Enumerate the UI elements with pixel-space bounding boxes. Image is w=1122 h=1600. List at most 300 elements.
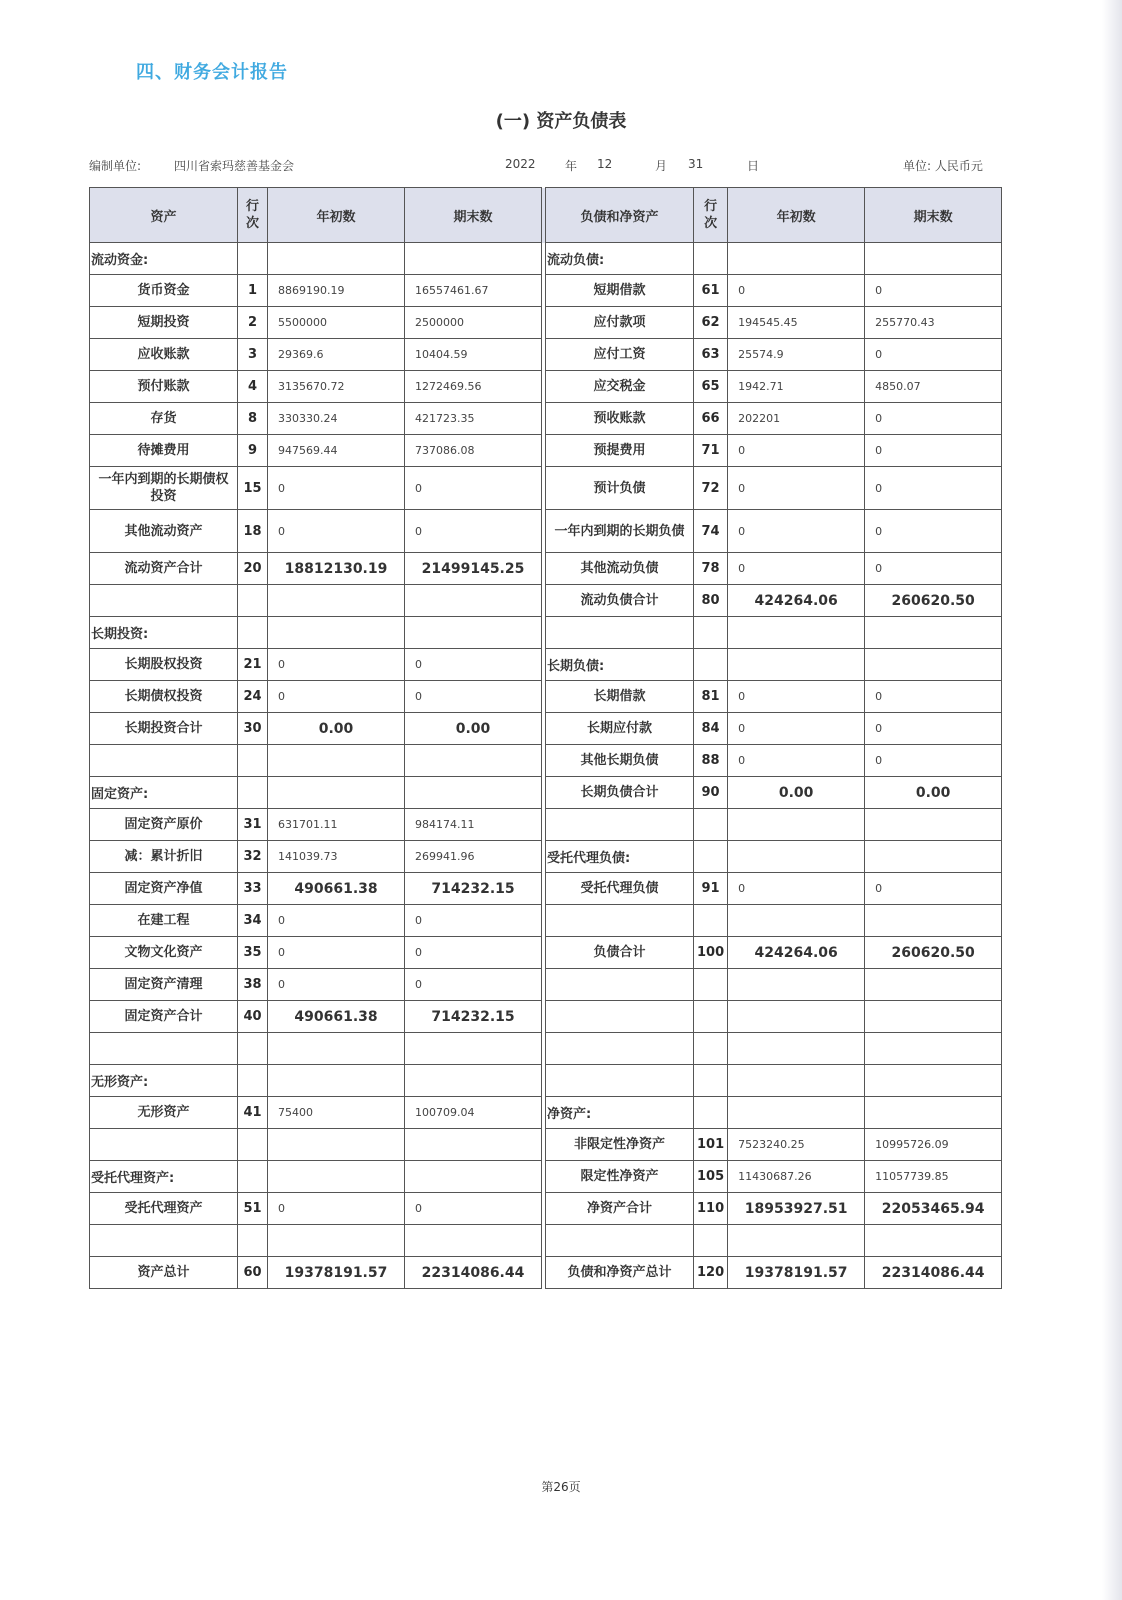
right-end-value-cell	[865, 841, 1002, 873]
left-end-value-cell: 421723.35	[405, 403, 542, 435]
right-row-no-cell	[694, 243, 728, 275]
right-begin-value-cell: 0	[728, 681, 865, 713]
left-end-value-cell	[405, 777, 542, 809]
left-item-name-cell: 固定资产合计	[90, 1001, 238, 1033]
right-end-value-cell	[865, 1033, 1002, 1065]
left-item-name-cell: 短期投资	[90, 307, 238, 339]
right-end-value-cell	[865, 809, 1002, 841]
right-item-name-cell: 非限定性净资产	[546, 1129, 694, 1161]
right-item-name-cell: 短期借款	[546, 275, 694, 307]
right-begin-value-cell: 202201	[728, 403, 865, 435]
left-row-no-cell: 33	[238, 873, 268, 905]
left-row-no-cell: 15	[238, 467, 268, 510]
left-end-value-cell: 737086.08	[405, 435, 542, 467]
left-end-value-cell: 0	[405, 937, 542, 969]
table-row	[90, 1033, 1002, 1065]
left-row-no-cell: 51	[238, 1193, 268, 1225]
left-row-no-cell: 9	[238, 435, 268, 467]
table-title: (一) 资产负债表	[495, 111, 627, 132]
left-item-name-cell: 无形资产	[90, 1097, 238, 1129]
table-row	[90, 243, 1002, 275]
left-end-value-cell: 22314086.44	[405, 1257, 542, 1289]
left-begin-value-cell: 947569.44	[268, 435, 405, 467]
right-begin-value-cell: 0	[728, 873, 865, 905]
left-begin-value-cell: 0	[268, 649, 405, 681]
left-row-no-cell: 60	[238, 1257, 268, 1289]
right-begin-value-cell: 25574.9	[728, 339, 865, 371]
left-end-value-cell: 0	[405, 905, 542, 937]
left-item-name-cell: 减：累计折旧	[90, 841, 238, 873]
table-row	[90, 681, 1002, 713]
col-header-begin-right: 年初数	[728, 188, 865, 243]
right-row-no-cell	[694, 1225, 728, 1257]
right-item-name-cell: 长期负债:	[546, 649, 694, 681]
left-end-value-cell: 0.00	[405, 713, 542, 745]
left-row-no-cell: 3	[238, 339, 268, 371]
right-row-no-cell	[694, 841, 728, 873]
left-begin-value-cell	[268, 1033, 405, 1065]
right-end-value-cell: 10995726.09	[865, 1129, 1002, 1161]
right-begin-value-cell	[728, 649, 865, 681]
right-end-value-cell: 260620.50	[865, 937, 1002, 969]
table-row	[90, 1129, 1002, 1161]
left-begin-value-cell: 0	[268, 937, 405, 969]
left-item-name-cell: 资产总计	[90, 1257, 238, 1289]
left-end-value-cell: 10404.59	[405, 339, 542, 371]
left-begin-value-cell: 0	[268, 1193, 405, 1225]
col-header-row-no-right: 行 次	[694, 188, 728, 243]
right-item-name-cell: 流动负债:	[546, 243, 694, 275]
left-end-value-cell: 21499145.25	[405, 553, 542, 585]
left-end-value-cell: 1272469.56	[405, 371, 542, 403]
table-row	[90, 510, 1002, 553]
table-row	[90, 873, 1002, 905]
right-row-no-cell: 90	[694, 777, 728, 809]
year-label: 年	[565, 159, 578, 173]
right-begin-value-cell: 424264.06	[728, 937, 865, 969]
left-end-value-cell	[405, 585, 542, 617]
left-begin-value-cell: 29369.6	[268, 339, 405, 371]
right-item-name-cell: 预提费用	[546, 435, 694, 467]
left-item-name-cell: 长期投资合计	[90, 713, 238, 745]
left-begin-value-cell: 490661.38	[268, 1001, 405, 1033]
currency-unit: 单位: 人民币元	[903, 159, 983, 173]
table-row	[90, 553, 1002, 585]
left-row-no-cell: 24	[238, 681, 268, 713]
right-row-no-cell	[694, 649, 728, 681]
left-row-no-cell: 8	[238, 403, 268, 435]
left-item-name-cell: 长期投资:	[90, 617, 238, 649]
right-item-name-cell: 限定性净资产	[546, 1161, 694, 1193]
left-end-value-cell: 714232.15	[405, 873, 542, 905]
left-begin-value-cell: 490661.38	[268, 873, 405, 905]
left-item-name-cell: 受托代理资产:	[90, 1161, 238, 1193]
table-row	[90, 371, 1002, 403]
right-row-no-cell: 80	[694, 585, 728, 617]
left-begin-value-cell: 631701.11	[268, 809, 405, 841]
left-item-name-cell: 固定资产:	[90, 777, 238, 809]
table-row	[90, 649, 1002, 681]
right-begin-value-cell	[728, 243, 865, 275]
left-item-name-cell: 待摊费用	[90, 435, 238, 467]
right-end-value-cell: 0	[865, 873, 1002, 905]
right-row-no-cell: 120	[694, 1257, 728, 1289]
left-row-no-cell: 21	[238, 649, 268, 681]
left-begin-value-cell: 8869190.19	[268, 275, 405, 307]
left-row-no-cell	[238, 777, 268, 809]
page-number: 第26页	[541, 1480, 581, 1494]
left-row-no-cell: 20	[238, 553, 268, 585]
left-begin-value-cell	[268, 1161, 405, 1193]
table-row	[90, 1225, 1002, 1257]
right-begin-value-cell: 1942.71	[728, 371, 865, 403]
right-item-name-cell: 净资产合计	[546, 1193, 694, 1225]
day-label: 日	[747, 159, 760, 173]
right-row-no-cell	[694, 617, 728, 649]
right-row-no-cell: 72	[694, 467, 728, 510]
left-row-no-cell	[238, 1033, 268, 1065]
right-end-value-cell	[865, 617, 1002, 649]
month-label: 月	[655, 159, 668, 173]
left-end-value-cell: 0	[405, 969, 542, 1001]
right-begin-value-cell: 0	[728, 275, 865, 307]
table-row	[90, 585, 1002, 617]
right-begin-value-cell	[728, 1225, 865, 1257]
right-item-name-cell: 预收账款	[546, 403, 694, 435]
right-item-name-cell: 应付款项	[546, 307, 694, 339]
table-row	[90, 1257, 1002, 1289]
right-end-value-cell	[865, 649, 1002, 681]
left-item-name-cell: 固定资产清理	[90, 969, 238, 1001]
left-item-name-cell	[90, 1129, 238, 1161]
right-end-value-cell: 22053465.94	[865, 1193, 1002, 1225]
right-row-no-cell: 100	[694, 937, 728, 969]
left-begin-value-cell	[268, 777, 405, 809]
left-begin-value-cell: 18812130.19	[268, 553, 405, 585]
right-item-name-cell: 流动负债合计	[546, 585, 694, 617]
col-header-assets: 资产	[90, 188, 238, 243]
right-end-value-cell: 0	[865, 339, 1002, 371]
right-end-value-cell: 0	[865, 745, 1002, 777]
table-row	[90, 275, 1002, 307]
right-begin-value-cell: 7523240.25	[728, 1129, 865, 1161]
left-item-name-cell: 预付账款	[90, 371, 238, 403]
left-row-no-cell: 40	[238, 1001, 268, 1033]
right-item-name-cell	[546, 617, 694, 649]
left-item-name-cell: 存货	[90, 403, 238, 435]
right-row-no-cell: 71	[694, 435, 728, 467]
left-end-value-cell: 0	[405, 649, 542, 681]
section-title: 四、财务会计报告	[136, 62, 288, 83]
left-row-no-cell	[238, 1161, 268, 1193]
right-row-no-cell: 81	[694, 681, 728, 713]
left-end-value-cell	[405, 1225, 542, 1257]
right-end-value-cell: 11057739.85	[865, 1161, 1002, 1193]
left-item-name-cell: 长期债权投资	[90, 681, 238, 713]
left-end-value-cell	[405, 1033, 542, 1065]
table-row	[90, 617, 1002, 649]
left-begin-value-cell: 3135670.72	[268, 371, 405, 403]
left-begin-value-cell	[268, 617, 405, 649]
table-row	[90, 307, 1002, 339]
left-begin-value-cell	[268, 745, 405, 777]
right-row-no-cell	[694, 905, 728, 937]
right-row-no-cell	[694, 1033, 728, 1065]
left-item-name-cell: 受托代理资产	[90, 1193, 238, 1225]
right-row-no-cell: 101	[694, 1129, 728, 1161]
right-row-no-cell: 62	[694, 307, 728, 339]
right-row-no-cell	[694, 969, 728, 1001]
left-row-no-cell: 31	[238, 809, 268, 841]
right-begin-value-cell	[728, 969, 865, 1001]
left-end-value-cell: 0	[405, 681, 542, 713]
left-begin-value-cell: 0	[268, 905, 405, 937]
right-end-value-cell: 260620.50	[865, 585, 1002, 617]
unit-name: 四川省索玛慈善基金会	[174, 159, 295, 173]
table-row	[90, 1161, 1002, 1193]
left-begin-value-cell: 5500000	[268, 307, 405, 339]
left-end-value-cell	[405, 1161, 542, 1193]
left-row-no-cell: 34	[238, 905, 268, 937]
right-end-value-cell: 0	[865, 713, 1002, 745]
left-item-name-cell: 流动资金:	[90, 243, 238, 275]
right-begin-value-cell	[728, 905, 865, 937]
left-item-name-cell	[90, 745, 238, 777]
left-end-value-cell	[405, 617, 542, 649]
right-row-no-cell	[694, 809, 728, 841]
right-item-name-cell: 预计负债	[546, 467, 694, 510]
left-begin-value-cell: 0.00	[268, 713, 405, 745]
right-begin-value-cell	[728, 1097, 865, 1129]
right-begin-value-cell: 0.00	[728, 777, 865, 809]
right-row-no-cell	[694, 1065, 728, 1097]
right-row-no-cell: 84	[694, 713, 728, 745]
left-row-no-cell	[238, 243, 268, 275]
right-row-no-cell	[694, 1097, 728, 1129]
right-end-value-cell: 0	[865, 467, 1002, 510]
left-begin-value-cell	[268, 585, 405, 617]
report-year: 2022	[505, 157, 536, 171]
left-end-value-cell: 100709.04	[405, 1097, 542, 1129]
right-begin-value-cell	[728, 841, 865, 873]
left-row-no-cell: 2	[238, 307, 268, 339]
right-row-no-cell: 61	[694, 275, 728, 307]
left-item-name-cell: 流动资产合计	[90, 553, 238, 585]
left-item-name-cell: 固定资产净值	[90, 873, 238, 905]
right-row-no-cell: 66	[694, 403, 728, 435]
right-begin-value-cell: 424264.06	[728, 585, 865, 617]
left-item-name-cell: 文物文化资产	[90, 937, 238, 969]
right-end-value-cell: 0.00	[865, 777, 1002, 809]
left-end-value-cell: 16557461.67	[405, 275, 542, 307]
left-begin-value-cell	[268, 1129, 405, 1161]
left-row-no-cell	[238, 585, 268, 617]
right-row-no-cell: 65	[694, 371, 728, 403]
report-month: 12	[597, 157, 613, 171]
right-item-name-cell: 受托代理负债	[546, 873, 694, 905]
left-row-no-cell: 4	[238, 371, 268, 403]
left-row-no-cell: 41	[238, 1097, 268, 1129]
right-begin-value-cell: 18953927.51	[728, 1193, 865, 1225]
table-row	[90, 339, 1002, 371]
right-item-name-cell: 其他长期负债	[546, 745, 694, 777]
left-row-no-cell: 18	[238, 510, 268, 553]
left-begin-value-cell	[268, 243, 405, 275]
right-row-no-cell: 105	[694, 1161, 728, 1193]
right-begin-value-cell	[728, 1065, 865, 1097]
left-item-name-cell	[90, 1225, 238, 1257]
unit-label: 编制单位:	[89, 159, 142, 173]
right-item-name-cell: 其他流动负债	[546, 553, 694, 585]
left-item-name-cell: 在建工程	[90, 905, 238, 937]
left-item-name-cell: 货币资金	[90, 275, 238, 307]
left-end-value-cell: 0	[405, 467, 542, 510]
right-item-name-cell: 净资产:	[546, 1097, 694, 1129]
right-begin-value-cell: 19378191.57	[728, 1257, 865, 1289]
left-row-no-cell: 30	[238, 713, 268, 745]
left-begin-value-cell	[268, 1225, 405, 1257]
right-item-name-cell: 应付工资	[546, 339, 694, 371]
right-item-name-cell: 一年内到期的长期负债	[546, 510, 694, 553]
table-row	[90, 969, 1002, 1001]
right-item-name-cell: 应交税金	[546, 371, 694, 403]
right-begin-value-cell: 0	[728, 713, 865, 745]
right-item-name-cell	[546, 1225, 694, 1257]
left-end-value-cell: 0	[405, 1193, 542, 1225]
right-item-name-cell: 长期借款	[546, 681, 694, 713]
right-begin-value-cell: 0	[728, 553, 865, 585]
left-row-no-cell: 32	[238, 841, 268, 873]
right-item-name-cell	[546, 969, 694, 1001]
right-row-no-cell: 88	[694, 745, 728, 777]
table-row	[90, 1001, 1002, 1033]
left-row-no-cell: 1	[238, 275, 268, 307]
right-item-name-cell: 长期负债合计	[546, 777, 694, 809]
col-header-row-no: 行 次	[238, 188, 268, 243]
left-begin-value-cell: 75400	[268, 1097, 405, 1129]
right-begin-value-cell	[728, 1001, 865, 1033]
left-end-value-cell	[405, 745, 542, 777]
right-end-value-cell	[865, 243, 1002, 275]
left-end-value-cell: 269941.96	[405, 841, 542, 873]
table-row	[90, 809, 1002, 841]
left-row-no-cell	[238, 745, 268, 777]
right-begin-value-cell: 0	[728, 435, 865, 467]
left-item-name-cell	[90, 585, 238, 617]
right-begin-value-cell: 194545.45	[728, 307, 865, 339]
right-end-value-cell: 0	[865, 681, 1002, 713]
left-item-name-cell: 一年内到期的长期债权投资	[90, 467, 238, 510]
left-item-name-cell	[90, 1033, 238, 1065]
left-row-no-cell: 35	[238, 937, 268, 969]
left-row-no-cell	[238, 1225, 268, 1257]
right-row-no-cell: 91	[694, 873, 728, 905]
left-item-name-cell: 应收账款	[90, 339, 238, 371]
left-item-name-cell: 固定资产原价	[90, 809, 238, 841]
table-row	[90, 1097, 1002, 1129]
right-end-value-cell	[865, 969, 1002, 1001]
left-begin-value-cell: 0	[268, 510, 405, 553]
right-begin-value-cell: 11430687.26	[728, 1161, 865, 1193]
table-row	[90, 937, 1002, 969]
col-header-liabilities: 负债和净资产	[546, 188, 694, 243]
col-header-end: 期末数	[405, 188, 542, 243]
left-row-no-cell	[238, 1065, 268, 1097]
left-begin-value-cell: 141039.73	[268, 841, 405, 873]
right-item-name-cell	[546, 809, 694, 841]
table-row	[90, 403, 1002, 435]
left-end-value-cell	[405, 1065, 542, 1097]
left-end-value-cell	[405, 243, 542, 275]
table-row	[90, 713, 1002, 745]
right-end-value-cell: 0	[865, 553, 1002, 585]
right-begin-value-cell	[728, 809, 865, 841]
right-end-value-cell	[865, 1065, 1002, 1097]
left-item-name-cell: 长期股权投资	[90, 649, 238, 681]
report-day: 31	[688, 157, 704, 171]
left-end-value-cell	[405, 1129, 542, 1161]
right-row-no-cell: 63	[694, 339, 728, 371]
left-end-value-cell: 984174.11	[405, 809, 542, 841]
left-row-no-cell	[238, 617, 268, 649]
table-row	[90, 745, 1002, 777]
left-item-name-cell: 无形资产:	[90, 1065, 238, 1097]
right-item-name-cell	[546, 1065, 694, 1097]
left-begin-value-cell: 330330.24	[268, 403, 405, 435]
left-row-no-cell	[238, 1129, 268, 1161]
right-end-value-cell	[865, 905, 1002, 937]
right-end-value-cell: 0	[865, 403, 1002, 435]
left-row-no-cell: 38	[238, 969, 268, 1001]
right-end-value-cell	[865, 1225, 1002, 1257]
right-item-name-cell	[546, 1001, 694, 1033]
right-end-value-cell: 4850.07	[865, 371, 1002, 403]
right-row-no-cell	[694, 1001, 728, 1033]
right-begin-value-cell	[728, 617, 865, 649]
right-end-value-cell	[865, 1097, 1002, 1129]
left-begin-value-cell: 19378191.57	[268, 1257, 405, 1289]
right-end-value-cell: 0	[865, 510, 1002, 553]
header-row	[90, 188, 1002, 243]
right-row-no-cell: 74	[694, 510, 728, 553]
right-begin-value-cell	[728, 1033, 865, 1065]
balance-sheet-table	[89, 187, 1002, 1289]
right-end-value-cell: 255770.43	[865, 307, 1002, 339]
left-begin-value-cell: 0	[268, 681, 405, 713]
left-end-value-cell: 0	[405, 510, 542, 553]
table-row	[90, 905, 1002, 937]
table-body	[90, 243, 1002, 1289]
col-header-end-right: 期末数	[865, 188, 1002, 243]
left-item-name-cell: 其他流动资产	[90, 510, 238, 553]
right-row-no-cell: 110	[694, 1193, 728, 1225]
right-begin-value-cell: 0	[728, 467, 865, 510]
right-begin-value-cell: 0	[728, 745, 865, 777]
right-end-value-cell: 22314086.44	[865, 1257, 1002, 1289]
col-header-begin: 年初数	[268, 188, 405, 243]
left-end-value-cell: 2500000	[405, 307, 542, 339]
right-row-no-cell: 78	[694, 553, 728, 585]
right-end-value-cell	[865, 1001, 1002, 1033]
right-item-name-cell: 负债合计	[546, 937, 694, 969]
left-begin-value-cell: 0	[268, 467, 405, 510]
right-item-name-cell	[546, 1033, 694, 1065]
table-row	[90, 467, 1002, 510]
left-begin-value-cell: 0	[268, 969, 405, 1001]
table-row	[90, 841, 1002, 873]
table-row	[90, 435, 1002, 467]
right-item-name-cell: 受托代理负债:	[546, 841, 694, 873]
